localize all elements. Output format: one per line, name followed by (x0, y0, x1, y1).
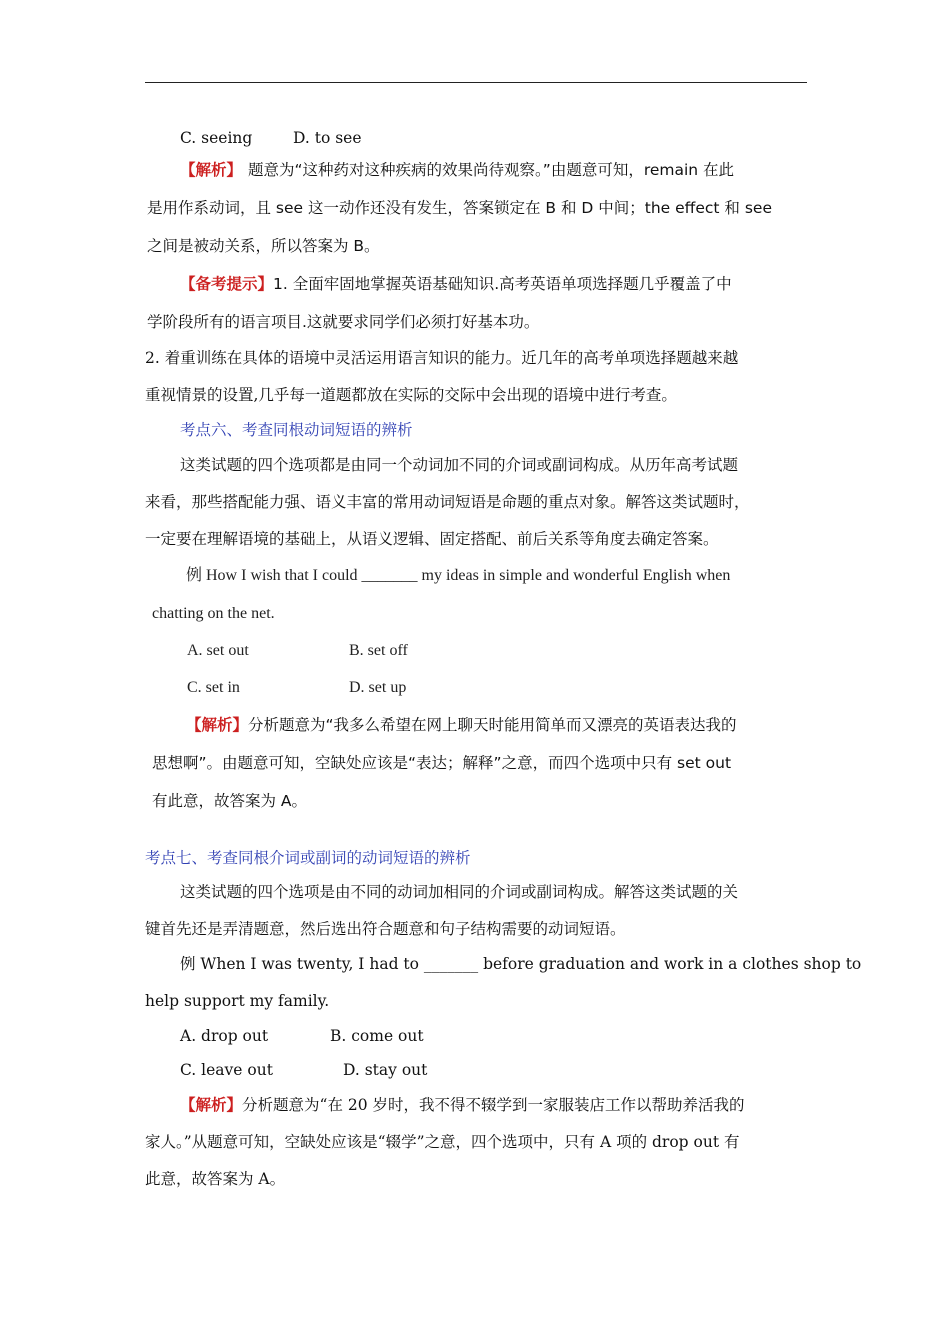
example-line: 例 When I was twenty, I had to _______ before graduation and work in a clothes shop to (180, 955, 862, 973)
option-row (180, 1060, 427, 1080)
tips-text: 1. 全面牢固地掌握英语基础知识.高考英语单项选择题几乎覆盖了中 (273, 275, 732, 293)
option-d: D. stay out (343, 1061, 428, 1079)
option-row (180, 1026, 424, 1046)
analysis-tag: 【解析】 (180, 1095, 243, 1114)
option-b: B. set off (349, 642, 408, 659)
option-b: B. come out (330, 1027, 424, 1045)
analysis-line: 家人。”从题意可知，空缺处应该是“辍学”之意，四个选项中，只有 A 项的 drop out 有 (145, 1133, 740, 1151)
option-c: C. leave out (180, 1061, 273, 1079)
paragraph-line: 键首先还是弄清题意，然后选出符合题意和句子结构需要的动词短语。 (145, 920, 626, 938)
option-row (187, 678, 406, 698)
example-line: chatting on the net. (152, 605, 275, 622)
analysis-line (180, 1095, 745, 1115)
option-d: D. set up (349, 679, 407, 696)
tips-line: 2. 着重训练在具体的语境中灵活运用语言知识的能力。近几年的高考单项选择题越来越 (145, 349, 739, 367)
example-line: help support my family. (145, 992, 330, 1010)
analysis-line: 思想啊”。由题意可知，空缺处应该是“表达；解释”之意，而四个选项中只有 set out (152, 754, 732, 772)
analysis-line: 有此意，故答案为 A。 (152, 792, 308, 810)
analysis-line: 是用作系动词，且 see 这一动作还没有发生，答案锁定在 B 和 D 中间；the effect 和 see (147, 199, 772, 217)
option-a: A. set out (187, 642, 249, 659)
analysis-line (180, 160, 734, 180)
analysis-line: 此意，故答案为 A。 (145, 1170, 286, 1188)
tips-line: 学阶段所有的语言项目.这就要求同学们必须打好基本功。 (147, 313, 540, 331)
tips-tag: 【备考提示】 (180, 275, 274, 293)
option-row (180, 128, 362, 148)
option-c: C. set in (187, 679, 240, 696)
option-a: A. drop out (180, 1027, 269, 1045)
tips-line (180, 274, 732, 294)
analysis-tag: 【解析】 (180, 161, 243, 179)
option-d: D. to see (293, 129, 362, 147)
analysis-text: 分析题意为“我多么希望在网上聊天时能用简单而又漂亮的英语表达我的 (248, 716, 737, 734)
section-heading: 考点六、考查同根动词短语的辨析 (180, 421, 413, 439)
header-rule (145, 82, 807, 83)
paragraph-line: 这类试题的四个选项是由不同的动词加相同的介词或副词构成。解答这类试题的关 (180, 883, 739, 901)
tips-line: 重视情景的设置,几乎每一道题都放在实际的交际中会出现的语境中进行考查。 (145, 386, 677, 404)
option-row (187, 641, 408, 661)
option-c: C. seeing (180, 129, 253, 147)
paragraph-line: 这类试题的四个选项都是由同一个动词加不同的介词或副词构成。从历年高考试题 (180, 456, 739, 474)
paragraph-line: 一定要在理解语境的基础上，从语义逻辑、固定搭配、前后关系等角度去确定答案。 (145, 530, 719, 548)
analysis-text: 分析题意为“在 20 岁时，我不得不辍学到一家服装店工作以帮助养活我的 (242, 1096, 745, 1114)
paragraph-line: 来看，那些搭配能力强、语义丰富的常用动词短语是命题的重点对象。解答这类试题时， (145, 493, 750, 511)
analysis-line: 之间是被动关系，所以答案为 B。 (147, 237, 380, 255)
section-heading: 考点七、考查同根介词或副词的动词短语的辨析 (145, 849, 471, 867)
analysis-line (186, 715, 737, 735)
analysis-text: 题意为“这种药对这种疾病的效果尚待观察。”由题意可知，remain 在此 (248, 161, 735, 179)
analysis-tag: 【解析】 (186, 716, 249, 734)
example-line: 例 How I wish that I could _______ my ideas in simple and wonderful English when (186, 567, 731, 584)
